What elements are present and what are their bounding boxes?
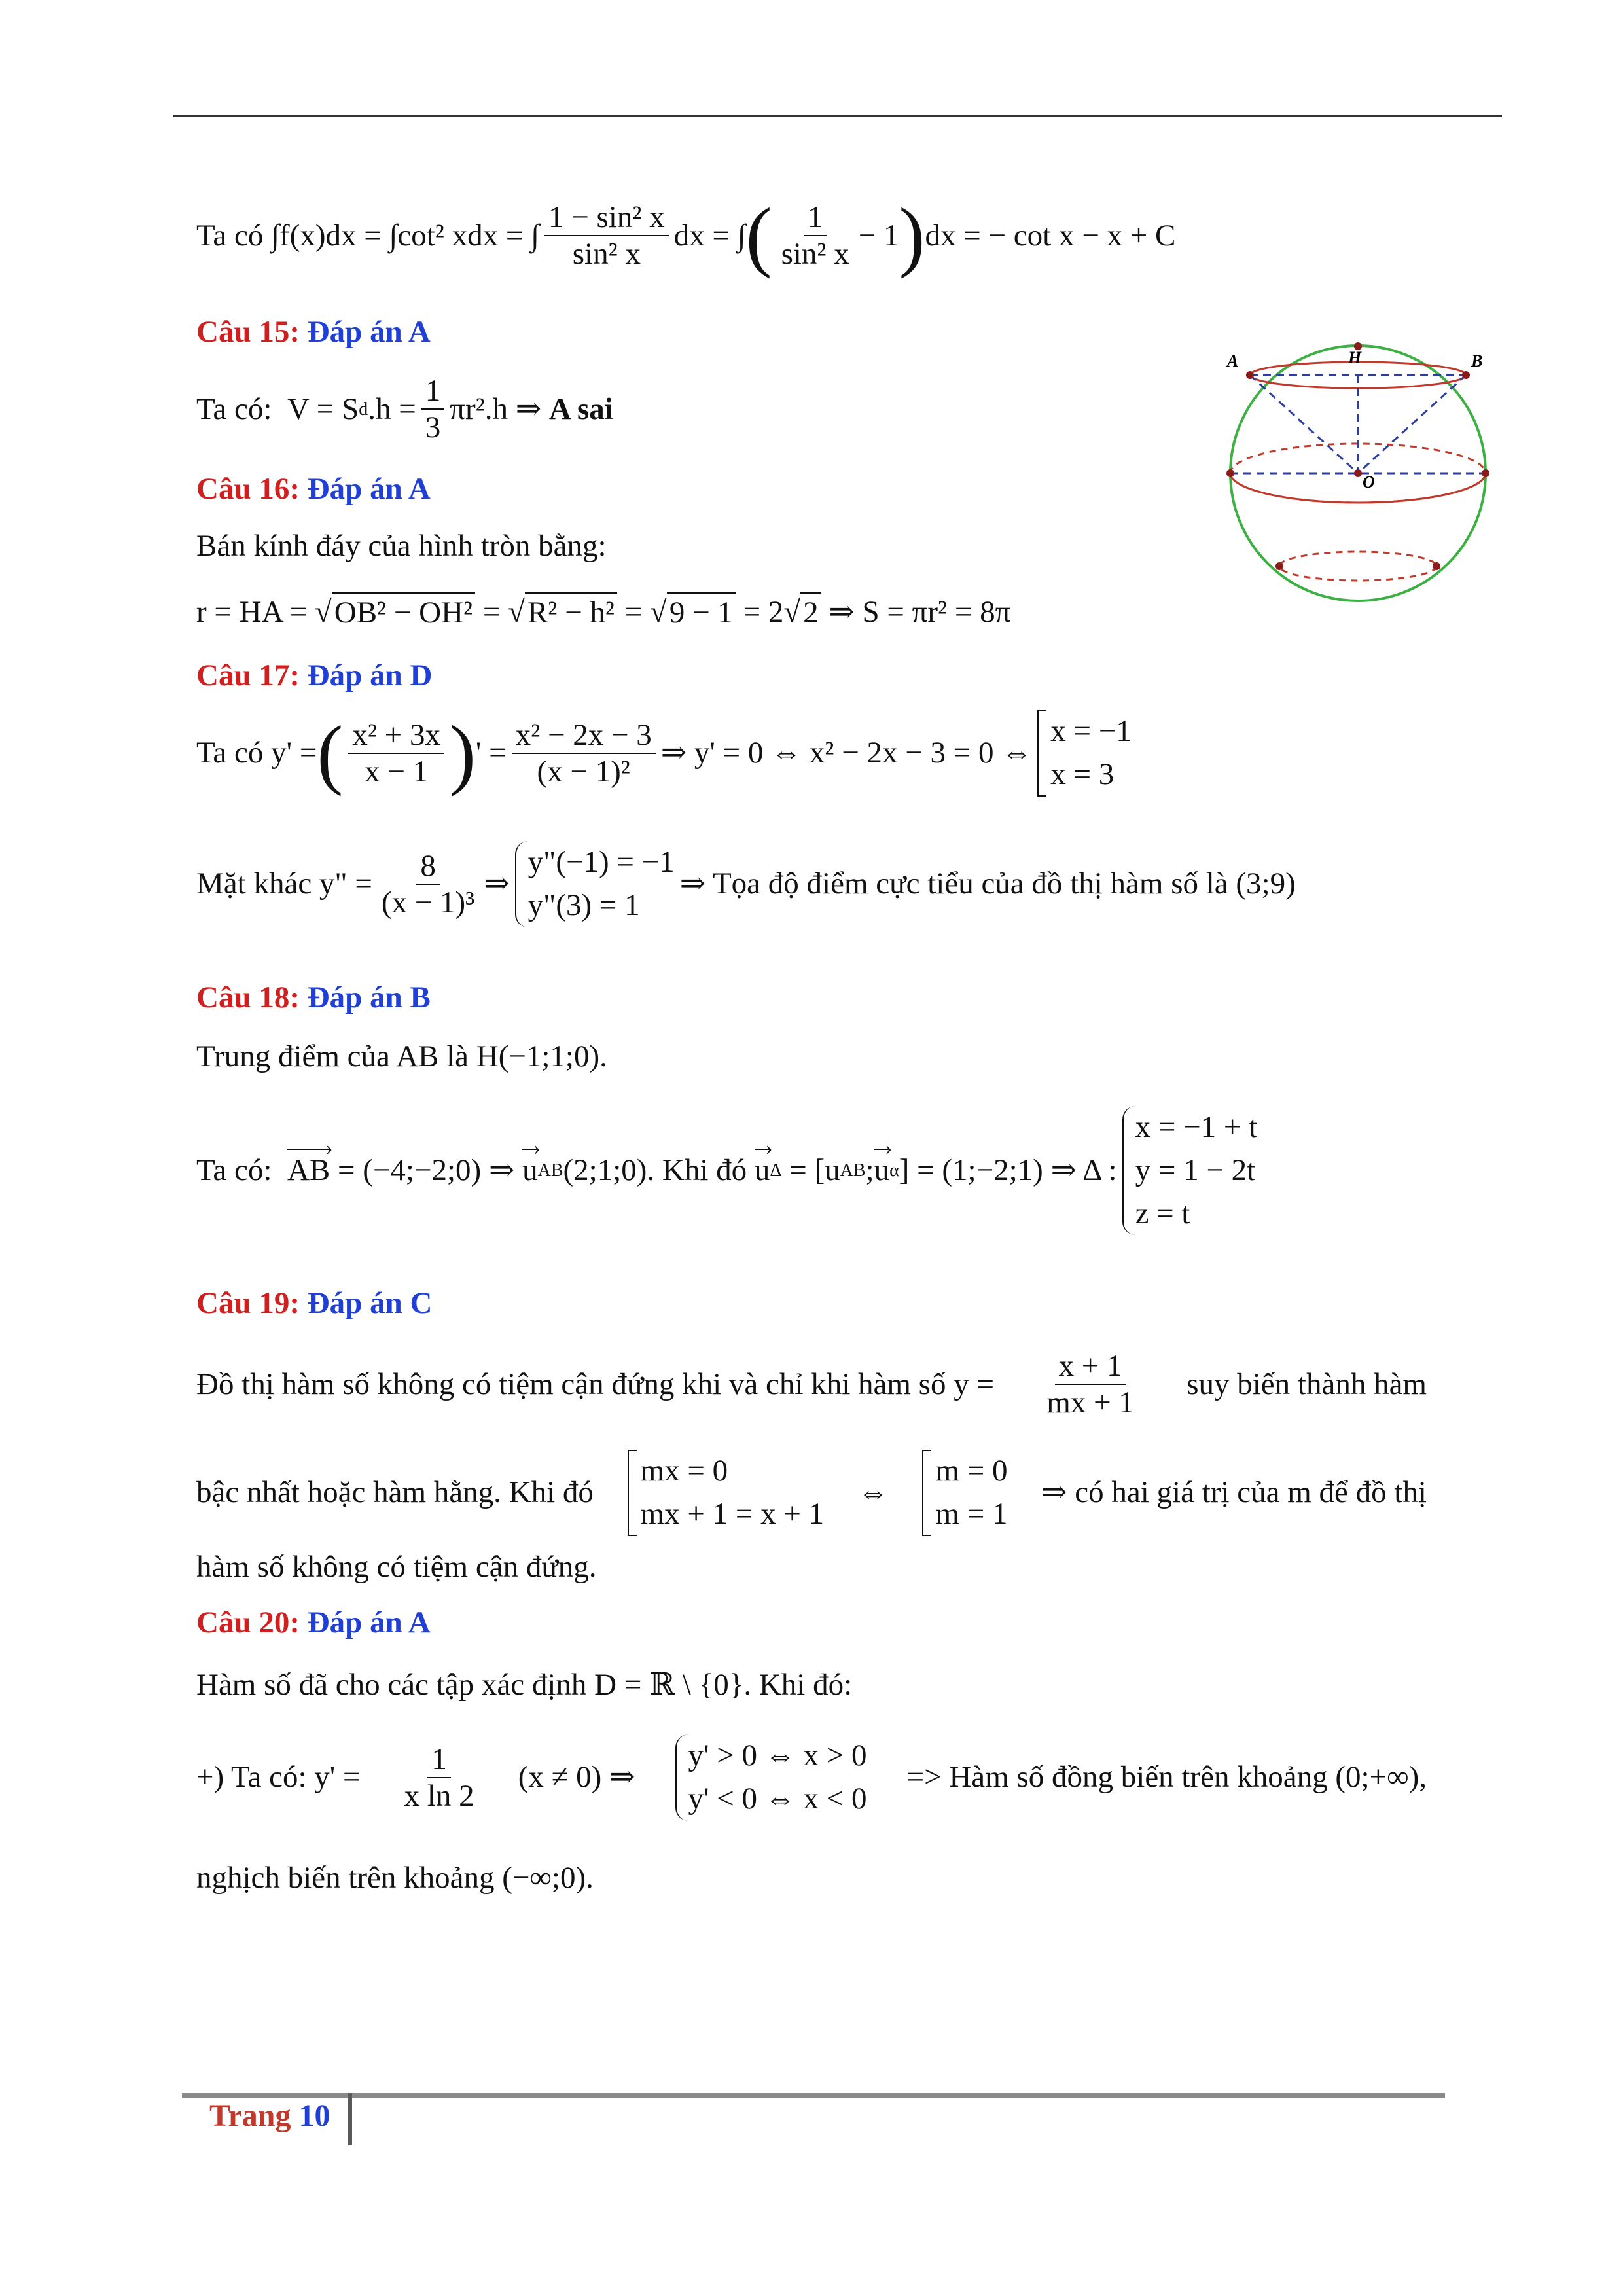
vector-ab: AB › — [287, 1151, 330, 1190]
denominator: 3 — [425, 410, 441, 445]
math: (2;1;0). Khi đó — [563, 1153, 747, 1188]
label-a: A — [1227, 351, 1239, 370]
segment-bo — [1358, 375, 1466, 473]
text: Đồ thị hàm số không có tiệm cận đứng khi và chỉ khi hàm số y = — [196, 1367, 994, 1401]
math: = [u — [789, 1153, 840, 1188]
question-label: Câu 18: — [196, 980, 300, 1014]
q15-volume-line — [196, 373, 613, 445]
answer-label: Đáp án A — [307, 472, 431, 506]
question-19-heading — [196, 1284, 432, 1323]
numerator: 1 — [427, 1742, 451, 1778]
question-16-heading — [196, 470, 431, 509]
equation: z = t — [1135, 1196, 1190, 1230]
text: bậc nhất hoặc hàm hằng. Khi đó — [196, 1475, 594, 1510]
equation: y' > 0 ⇔ x > 0 — [688, 1738, 867, 1772]
denominator: sin² x — [781, 237, 849, 271]
question-20-heading — [196, 1604, 431, 1642]
math: Ta có y' = — [196, 736, 317, 770]
denominator: x ln 2 — [404, 1778, 474, 1813]
equation: y"(3) = 1 — [527, 888, 640, 922]
math: ⇒ S = πr² = 8π — [829, 595, 1011, 629]
question-label: Câu 20: — [196, 1605, 300, 1640]
vector-u: u › — [874, 1151, 890, 1190]
footer-rule — [182, 2093, 1445, 2098]
question-15-heading — [196, 313, 431, 351]
label-o: O — [1363, 473, 1375, 492]
sphere-figure — [1211, 331, 1505, 605]
q17-second-derivative-line — [196, 841, 1296, 927]
question-label: Câu 15: — [196, 315, 300, 349]
page-label: Trang — [209, 2098, 291, 2133]
denominator: x − 1 — [365, 754, 429, 789]
text: ⇒ Tọa độ điểm cực tiểu của đồ thị hàm số là (3;9) — [679, 867, 1296, 901]
label-h: H — [1348, 348, 1362, 367]
vector-u: u › — [522, 1151, 538, 1190]
header-rule — [173, 115, 1502, 117]
question-label: Câu 17: — [196, 658, 300, 692]
answer-label: Đáp án A — [307, 315, 431, 349]
fraction — [777, 200, 853, 272]
q16-radius-line: r = HA = √ OB² − OH² = √ R² − h² = √ 9 − 1 = 2 √ 2 ⇒ S = πr² = 8π — [196, 592, 1010, 632]
numerator: x + 1 — [1055, 1348, 1126, 1385]
case-set — [628, 1450, 825, 1536]
answer-label: Đáp án A — [307, 1605, 431, 1640]
subscript: α — [889, 1160, 899, 1181]
math: = — [624, 595, 643, 629]
equation: y = 1 − 2t — [1135, 1153, 1256, 1187]
q18-midpoint — [196, 1037, 607, 1076]
sqrt-term: R² − h² — [525, 592, 617, 632]
paren-close: ) — [899, 192, 925, 279]
text: Ta có — [196, 218, 264, 253]
text: => Hàm số đồng biến trên khoảng (0;+∞), — [906, 1760, 1427, 1795]
math: ] = (1;−2;1) ⇒ Δ : — [899, 1153, 1117, 1188]
case-set — [922, 1450, 1007, 1536]
subscript: d — [359, 399, 368, 420]
segment-ao — [1250, 375, 1358, 473]
numerator: 1 − sin² x — [544, 200, 669, 236]
equation: y' < 0 ⇔ x < 0 — [688, 1781, 867, 1816]
text: +) Ta có: y' = — [196, 1760, 361, 1795]
point-right — [1482, 469, 1489, 477]
equation: y"(−1) = −1 — [527, 845, 675, 879]
fraction — [1043, 1348, 1138, 1420]
equation: m = 0 — [935, 1454, 1008, 1488]
q19-line3 — [196, 1548, 597, 1587]
q16-text — [196, 527, 607, 565]
fraction — [378, 848, 478, 920]
point-bottom-left — [1275, 562, 1283, 570]
math: = 2 — [743, 595, 784, 629]
paren-open: ( — [745, 192, 772, 279]
solution: x = −1 — [1050, 714, 1132, 748]
math: ∫f(x)dx = ∫cot² xdx = ∫ — [271, 218, 540, 253]
equation: m = 1 — [935, 1496, 1008, 1531]
numerator: 8 — [416, 848, 440, 885]
question-label: Câu 19: — [196, 1286, 300, 1320]
numerator: 1 — [804, 200, 827, 236]
question-label: Câu 16: — [196, 472, 300, 506]
text: Hàm số đã cho các tập xác định D = ℝ \ {0}. Khi đó: — [196, 1668, 853, 1702]
numerator: x² + 3x — [348, 717, 444, 754]
subscript: Δ — [770, 1160, 782, 1181]
point-bottom-right — [1433, 562, 1440, 570]
math: Mặt khác y" = — [196, 867, 372, 901]
solution: x = 3 — [1050, 757, 1115, 791]
fraction — [421, 373, 445, 445]
math: .h = — [368, 391, 416, 426]
q20-line1 — [196, 1666, 852, 1704]
fraction — [544, 200, 669, 272]
equation: mx + 1 = x + 1 — [640, 1496, 825, 1531]
text: suy biến thành hàm — [1186, 1367, 1427, 1401]
point-left — [1226, 469, 1234, 477]
verdict: A sai — [548, 391, 613, 426]
q17-derivative-line — [196, 710, 1137, 797]
math: V = S — [287, 391, 359, 426]
denominator: sin² x — [572, 237, 641, 271]
q19-line2 — [196, 1450, 1427, 1536]
system — [515, 841, 675, 927]
numerator: x² − 2x − 3 — [512, 717, 656, 754]
denominator: (x − 1)³ — [381, 885, 475, 920]
answer-label: Đáp án C — [307, 1286, 433, 1320]
numerator: 1 — [421, 373, 445, 410]
subscript: AB — [840, 1160, 866, 1181]
point-a — [1246, 371, 1254, 379]
q20-line3 — [196, 1859, 594, 1897]
fraction — [512, 717, 656, 789]
point-b — [1462, 371, 1470, 379]
paren-open: ( — [317, 709, 344, 797]
sqrt-term: OB² − OH² — [332, 592, 475, 632]
vector-u: u › — [755, 1151, 770, 1190]
text: nghịch biến trên khoảng (−∞;0). — [196, 1861, 594, 1895]
text: Trung điểm của AB là H(−1;1;0). — [196, 1039, 607, 1073]
label-b: B — [1471, 351, 1483, 370]
answer-label: Đáp án D — [307, 658, 433, 692]
text: Bán kính đáy của hình tròn bằng: — [196, 529, 607, 563]
question-18-heading — [196, 978, 431, 1017]
fraction — [348, 717, 444, 789]
solution-set — [1037, 710, 1132, 797]
footer-divider — [348, 2093, 352, 2145]
integral-line — [196, 192, 1176, 279]
math: ⇒ — [484, 867, 510, 901]
math: r = HA = — [196, 595, 308, 629]
page-value: 10 — [298, 2098, 330, 2133]
denominator: mx + 1 — [1046, 1386, 1134, 1420]
system — [675, 1734, 867, 1821]
fraction — [401, 1742, 478, 1814]
math: = (−4;−2;0) ⇒ — [338, 1153, 515, 1188]
text: Ta có: — [196, 1153, 272, 1188]
page-number — [209, 2098, 330, 2134]
sqrt-term: 9 − 1 — [667, 592, 736, 632]
math: ⇒ y' = 0 ⇔ x² − 2x − 3 = 0 ⇔ — [660, 736, 1033, 770]
math: ' = — [475, 736, 507, 770]
sqrt-term: 2 — [800, 592, 821, 632]
math: dx = ∫ — [673, 218, 746, 253]
point-o — [1354, 469, 1362, 477]
q19-line1 — [196, 1348, 1427, 1420]
math: dx = − cot x − x + C — [925, 218, 1176, 253]
math: − 1 — [858, 218, 899, 253]
bottom-ellipse — [1279, 552, 1436, 581]
text: hàm số không có tiệm cận đứng. — [196, 1550, 597, 1584]
text: Ta có: — [196, 391, 272, 426]
equator-front — [1230, 473, 1486, 503]
equation: mx = 0 — [640, 1454, 728, 1488]
paren-close: ) — [449, 709, 476, 797]
equation: x = −1 + t — [1135, 1110, 1258, 1144]
denominator: (x − 1)² — [537, 754, 630, 789]
subscript: AB — [537, 1160, 563, 1181]
math: πr².h ⇒ — [450, 391, 542, 426]
math: = — [482, 595, 501, 629]
text: ⇒ có hai giá trị của m để đồ thị — [1041, 1475, 1427, 1510]
answer-label: Đáp án B — [307, 980, 431, 1014]
math: (x ≠ 0) ⇒ — [518, 1760, 635, 1795]
q18-line-equation: Ta có: AB › = (−4;−2;0) ⇒ u › AB (2;1;0). Khi đó u › Δ = [u AB ; u › α ] = (1;−2;1) ⇒ Δ : x = −1 + t y = 1 − 2t z = t — [196, 1106, 1262, 1235]
parametric-system — [1122, 1106, 1258, 1235]
q20-line2 — [196, 1734, 1427, 1821]
math: ⇔ — [857, 1475, 889, 1510]
question-17-heading — [196, 656, 432, 695]
